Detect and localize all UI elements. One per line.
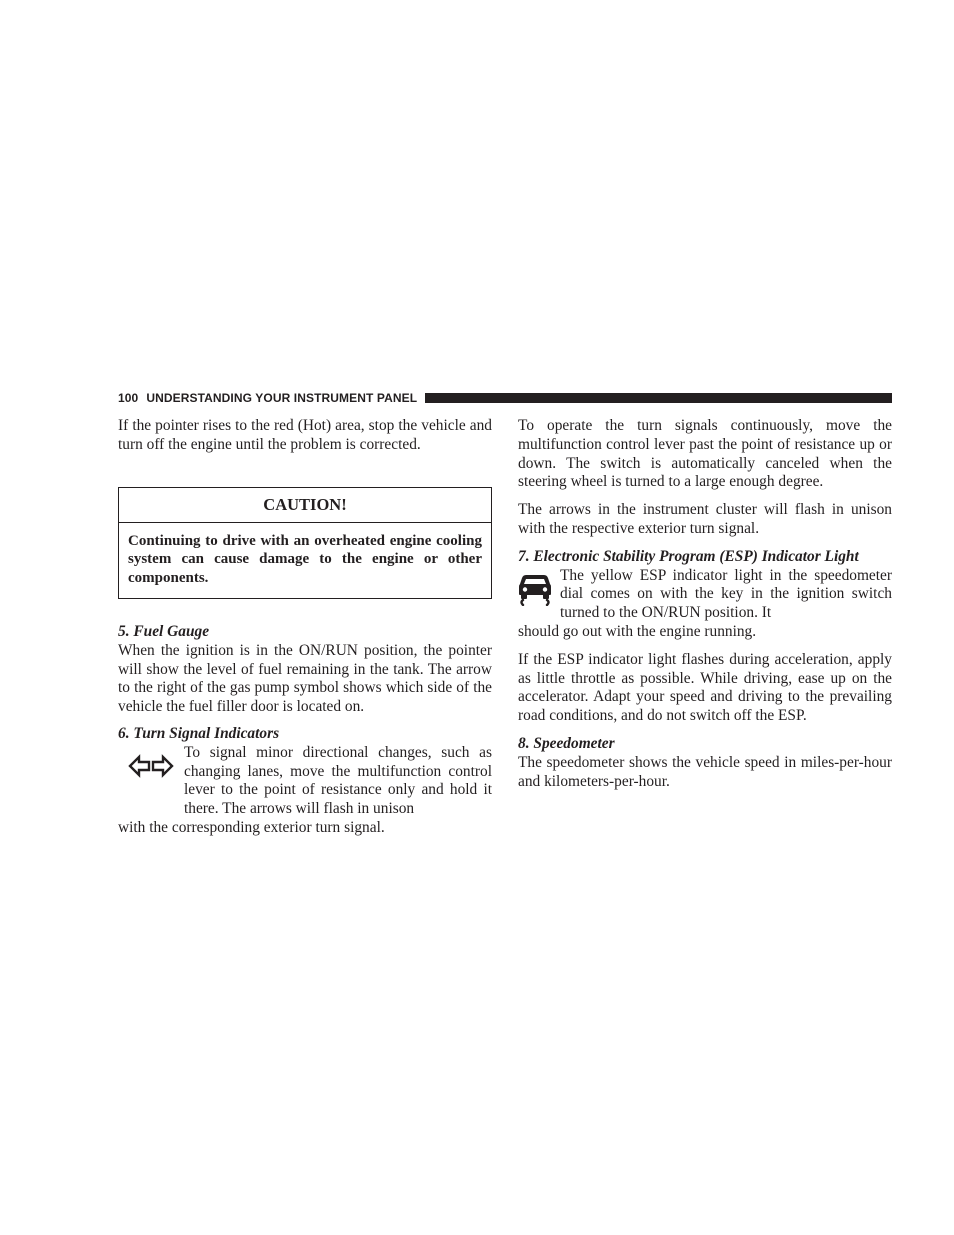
turn-signal-body: To signal minor directional changes, such as changing lanes, move the multifunction control lever to the point of resistance only and hold it there. The arrows will flash in unison <box>184 743 492 818</box>
running-header <box>118 390 892 406</box>
turn-signal-block <box>118 744 492 819</box>
esp-skidding-car-icon <box>518 567 560 623</box>
esp-body-rest: should go out with the engine running. <box>518 622 757 640</box>
esp-body: The yellow ESP indicator light in the speedometer dial comes on with the key in the ignition switch turned to the ON/RUN position. It <box>560 566 892 622</box>
caution-box <box>118 487 492 599</box>
overheat-intro: If the pointer rises to the red (Hot) area, stop the vehicle and turn off the engine until the problem is corrected. <box>118 417 492 453</box>
turn-signal-heading: 6. Turn Signal Indicators <box>118 724 280 742</box>
fuel-gauge-body: When the ignition is in the ON/RUN position, the pointer will show the level of fuel remaining in the tank. The arrow to the right of the gas pump symbol shows which side of the vehicle the fuel filler door is located on. <box>118 641 492 716</box>
esp-flash-text: If the ESP indicator light flashes during acceleration, apply as little throttle as possible. While driving, ease up on the accelerator. Adapt your speed and driving to the prevailing road conditions, and do not switch off the ESP. <box>518 650 892 725</box>
left-column <box>118 417 492 838</box>
arrows-unison-text: The arrows in the instrument cluster will flash in unison with the respective exterior turn signal. <box>518 501 892 537</box>
esp-block <box>518 567 892 623</box>
caution-title: CAUTION! <box>119 488 491 523</box>
turn-signal-arrows-icon <box>118 744 184 819</box>
header-rule <box>425 393 892 403</box>
speedometer-body: The speedometer shows the vehicle speed in miles-per-hour and kilometers-per-hour. <box>518 753 892 790</box>
header-title: UNDERSTANDING YOUR INSTRUMENT PANEL <box>146 391 418 405</box>
caution-body: Continuing to drive with an overheated engine cooling system can cause damage to the engine or other components. <box>128 532 482 587</box>
right-column <box>518 417 892 791</box>
page-number: 100 <box>118 391 139 405</box>
esp-heading: 7. Electronic Stability Program (ESP) Indicator Light <box>518 547 859 565</box>
turn-signal-body-rest: with the corresponding exterior turn signal. <box>118 818 385 836</box>
turn-continuous-text: To operate the turn signals continuously, move the multifunction control lever past the point of resistance up or down. The switch is automatically canceled when the steering wheel is turned to a large enough degree. <box>518 417 892 491</box>
speedometer-heading: 8. Speedometer <box>518 734 615 752</box>
fuel-gauge-heading: 5. Fuel Gauge <box>118 622 210 640</box>
